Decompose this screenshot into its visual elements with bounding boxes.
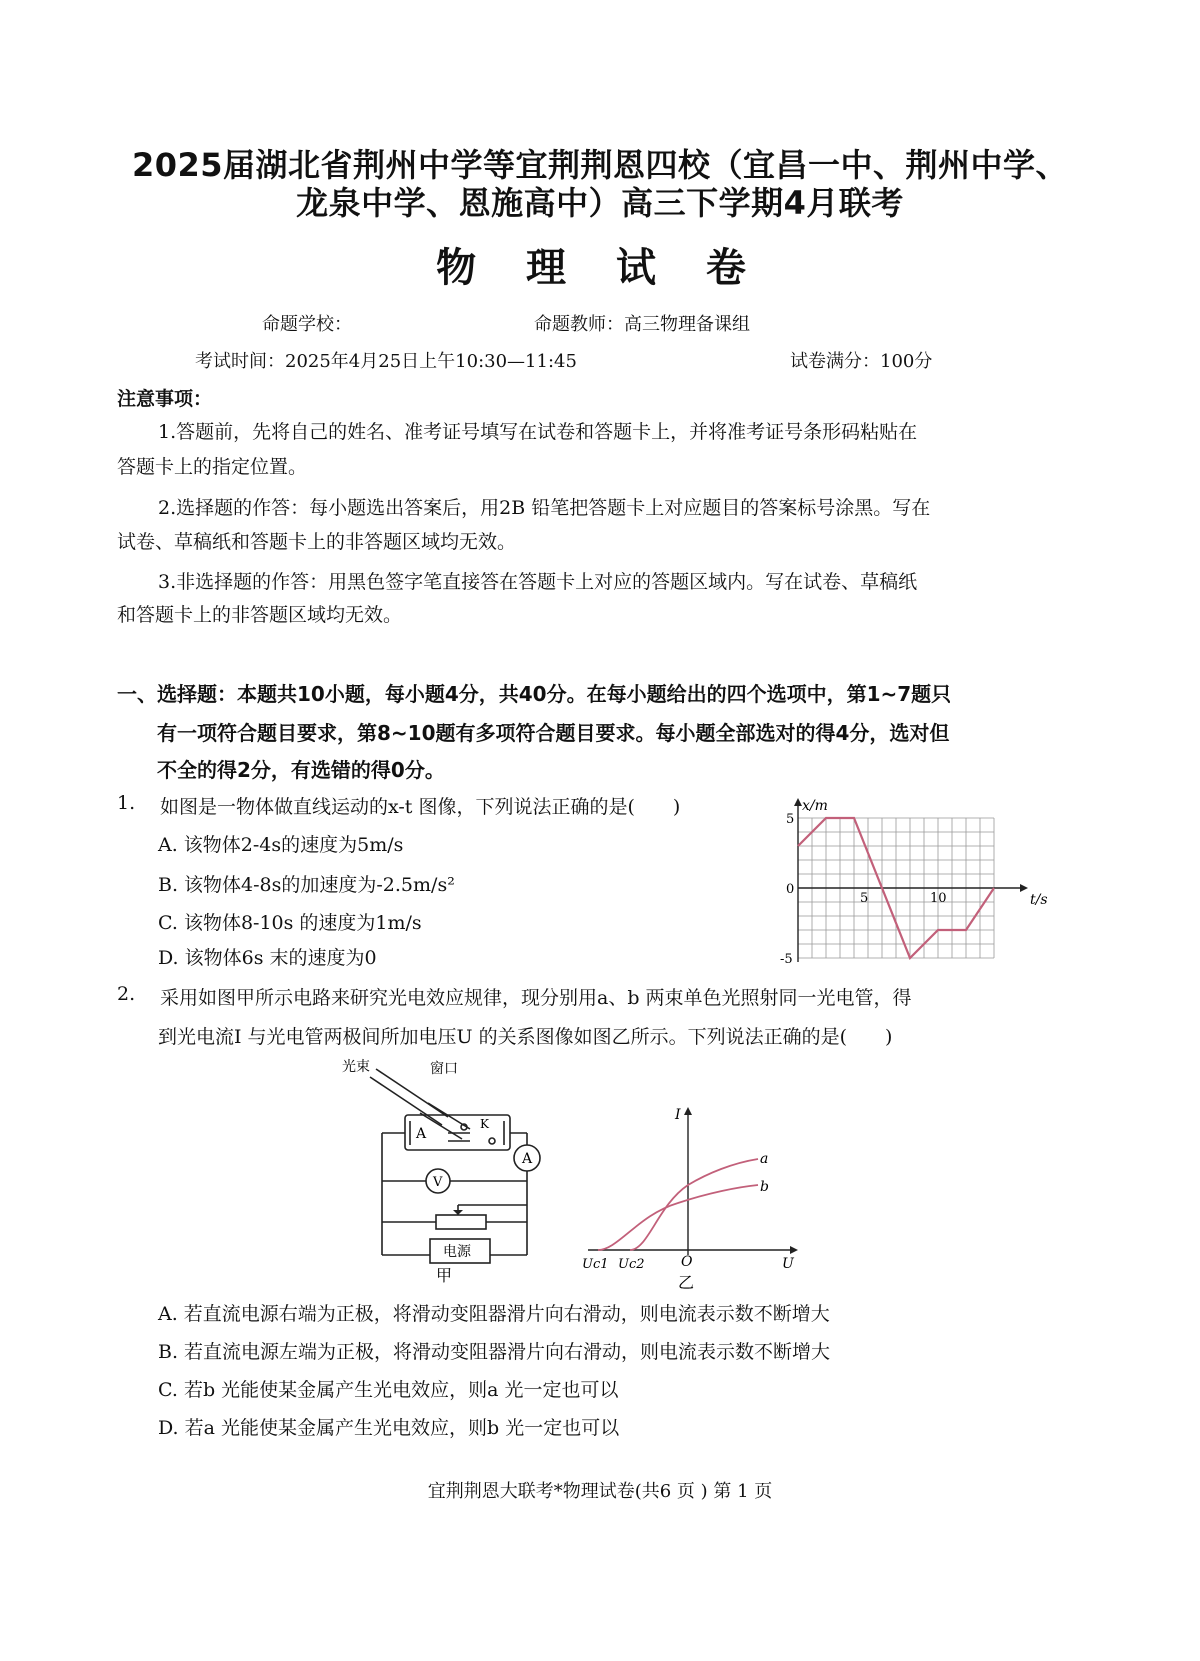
ray-2: [420, 1113, 462, 1139]
q2-number: 2.: [117, 983, 136, 1005]
curve-b-label: b: [760, 1179, 769, 1195]
title-line-2: 龙泉中学、恩施高中）高三下学期4月联考: [296, 184, 904, 222]
u-axis-label: U: [782, 1256, 794, 1272]
source-label: 电源: [443, 1244, 471, 1260]
xt-ylabel: x/m: [802, 798, 828, 814]
xt-axes: [794, 798, 1028, 962]
xt-chart: [770, 790, 1048, 975]
q1-option-c: C. 该物体8-10s 的速度为1m/s: [158, 912, 422, 934]
window-label: 窗口: [430, 1061, 458, 1077]
title-line-1: 2025届湖北省荆州中学等宜荆荆恩四校（宜昌一中、荆州中学、: [131, 146, 1069, 184]
q2-option-d: D. 若a 光能使某金属产生光电效应，则b 光一定也可以: [158, 1417, 620, 1439]
i-axis-label: I: [675, 1107, 681, 1123]
full-score: 试卷满分：100分: [790, 351, 933, 372]
q2-stem-line-1: 采用如图甲所示电路来研究光电效应规律，现分别用a、b 两束单色光照射同一光电管，得: [160, 987, 912, 1009]
y-tick-label: 0: [786, 882, 795, 897]
x-tick-label: 5: [860, 891, 869, 906]
teacher-label: 命题教师：高三物理备课组: [534, 314, 750, 335]
cathode-label: K: [480, 1117, 489, 1131]
note-3-line-2: 和答题卡上的非答题区域均无效。: [117, 604, 403, 626]
q1-stem: 如图是一物体做直线运动的x-t 图像，下列说法正确的是( ): [160, 796, 681, 818]
curve-a-label: a: [760, 1151, 769, 1167]
q1-option-d: D. 该物体6s 末的速度为0: [158, 947, 377, 969]
q2-stem-line-2: 到光电流I 与光电管两极间所加电压U 的关系图像如图乙所示。下列说法正确的是( ): [158, 1026, 893, 1048]
q1-option-b: B. 该物体4-8s的加速度为-2.5m/s²: [158, 874, 455, 896]
notes-heading: 注意事项：: [117, 388, 213, 410]
section-1-line-2: 有一项符合题目要求，第8~10题有多项符合题目要求。每小题全部选对的得4分，选对但: [157, 721, 950, 745]
q1-option-a: A. 该物体2-4s的速度为5m/s: [158, 834, 404, 856]
y-axis-arrow: [794, 798, 802, 806]
uc2-label: Uc2: [618, 1257, 645, 1272]
q2-option-a: A. 若直流电源右端为正极，将滑动变阻器滑片向右滑动，则电流表示数不断增大: [158, 1303, 830, 1325]
anode-label: A: [416, 1126, 427, 1142]
q2-option-b: B. 若直流电源左端为正极，将滑动变阻器滑片向右滑动，则电流表示数不断增大: [158, 1341, 831, 1363]
circuit-caption: 甲: [436, 1266, 453, 1285]
ammeter-label: A: [522, 1151, 533, 1167]
page-footer: 宜荆荆恩大联考*物理试卷(共6 页 ) 第 1 页: [427, 1481, 773, 1502]
beam-label: 光束: [342, 1059, 370, 1075]
subject-title: 物 理 试 卷: [436, 245, 764, 291]
section-1-line-3: 不全的得2分，有选错的得0分。: [157, 758, 445, 782]
beam-line-2: [370, 1077, 442, 1125]
school-label: 命题学校：: [262, 314, 352, 335]
origin-label: O: [681, 1254, 693, 1270]
voltmeter-label: V: [433, 1175, 443, 1190]
note-1-line-1: 1.答题前，先将自己的姓名、准考证号填写在试卷和答题卡上，并将准考证号条形码粘贴在: [158, 421, 918, 443]
curve-a: [630, 1159, 758, 1250]
curve-b: [598, 1185, 758, 1250]
y-tick-label: -5: [780, 952, 793, 967]
q1-number: 1.: [117, 792, 136, 814]
xt-xlabel: t/s: [1030, 892, 1048, 908]
ray-1: [428, 1103, 470, 1129]
section-1-line-1: 一、选择题：本题共10小题，每小题4分，共40分。在每小题给出的四个选项中，第1~7题只: [117, 682, 952, 706]
note-2-line-2: 试卷、草稿纸和答题卡上的非答题区域均无效。: [117, 531, 517, 553]
x-axis-arrow: [1020, 884, 1028, 892]
uc1-label: Uc1: [582, 1257, 609, 1272]
exam-time: 考试时间：2025年4月25日上午10:30—11:45: [195, 351, 577, 372]
iu-graph: [578, 1105, 808, 1295]
note-1-line-2: 答题卡上的指定位置。: [117, 456, 308, 478]
circuit-diagram: [330, 1055, 560, 1290]
q2-option-c: C. 若b 光能使某金属产生光电效应，则a 光一定也可以: [158, 1379, 619, 1401]
x-tick-label: 10: [930, 891, 947, 906]
note-3-line-1: 3.非选择题的作答：用黑色签字笔直接答在答题卡上对应的答题区域内。写在试卷、草稿纸: [158, 571, 918, 593]
graph-caption: 乙: [678, 1273, 695, 1292]
note-2-line-1: 2.选择题的作答：每小题选出答案后，用2B 铅笔把答题卡上对应题目的答案标号涂黑。写在: [158, 497, 931, 519]
y-tick-label: 5: [786, 812, 795, 827]
rheostat: [436, 1215, 486, 1229]
